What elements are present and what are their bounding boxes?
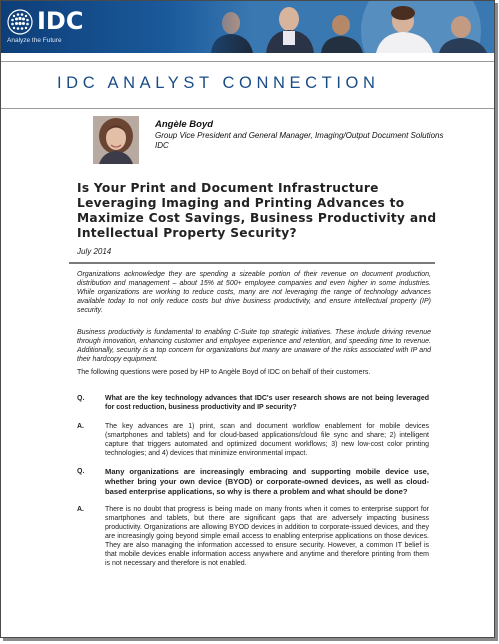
author-org: IDC (155, 141, 169, 150)
publication-title: IDC ANALYST CONNECTION (57, 74, 380, 92)
intro-paragraph-1: Organizations acknowledge they are spending a sizeable portion of their revenue on document production, distribution and management – about 15% at 500+ employee companies and even higher in some industries. While organizations are working to reduce costs, many are not leveraging the range of technology advances available today to not only reduce costs but drive business productivity, and ensure intellectual property (IP) security. (77, 271, 431, 314)
question-label: Q. (77, 468, 85, 475)
lead-in-text: The following questions were posed by HP to Angèle Boyd of IDC on behalf of their customers. (77, 369, 371, 376)
answer-text: There is no doubt that progress is being made on many fronts when it comes to enterprise support for smartphones and tablets, but there are significant gaps that are adversely impacting business productivity. Organizations are allowing BYOD devices in addition to corporate-issued devices, and they are increasingly going beyond simple email access to enabling enterprise applications on those devices. They are also managing the information accessed to ensure security. However, a common IT belief is that mobile devices enable information access anywhere and anytime and therefore printing from them is not necessary and therefore is not enabled. (105, 506, 429, 567)
question-text: Many organizations are increasingly embracing and supporting mobile device use, whether bring your own device (BYOD) or corporate-owned devices, as well as cloud-based enterprise applications, so why is there a problem and what should be done? (105, 467, 429, 496)
author-photo (93, 116, 139, 164)
question-label: Q. (77, 395, 85, 402)
document-title: Is Your Print and Document Infrastructure Leveraging Imaging and Printing Advances to Maximize Cost Savings, Business Productivity and Intellectual Property Security? (77, 181, 437, 240)
author-title: Group Vice President and General Manager, Imaging/Output Document Solutions (155, 131, 444, 140)
logo-wordmark: IDC (37, 7, 84, 35)
divider (69, 262, 435, 264)
idc-logo[interactable] (7, 7, 103, 47)
globe-icon (7, 9, 33, 35)
author-block (155, 119, 455, 151)
author-name: Angèle Boyd (155, 119, 214, 130)
answer-label: A. (77, 506, 84, 513)
answer-label: A. (77, 423, 84, 430)
question-text: What are the key technology advances that IDC's user research shows are not being leveraged for cost reduction, business productivity and IP security? (105, 395, 429, 411)
intro-paragraph-2: Business productivity is fundamental to enabling C-Suite top strategic initiatives. These include driving revenue through innovation, enhancing customer and employee experience and retention, and speeding time to revenue. Additionally, security is a top concern for organizations but many are unaware of the risks associated with IP and their hardcopy equipment. (77, 329, 431, 363)
title-band (1, 61, 494, 109)
banner-photo (171, 1, 494, 53)
document-date: July 2014 (77, 247, 112, 256)
answer-text: The key advances are 1) print, scan and document workflow enablement for mobile devices (smartphones and tablets) and for cloud-based applications/cloud file sync and share; 2) intelligent capture that triggers automated and optimized document workflows; 3) new low-cost color printing technologies; and 4) devices that minimize environmental impact. (105, 423, 429, 457)
logo-tagline: Analyze the Future (7, 37, 62, 44)
header-banner (1, 1, 494, 53)
